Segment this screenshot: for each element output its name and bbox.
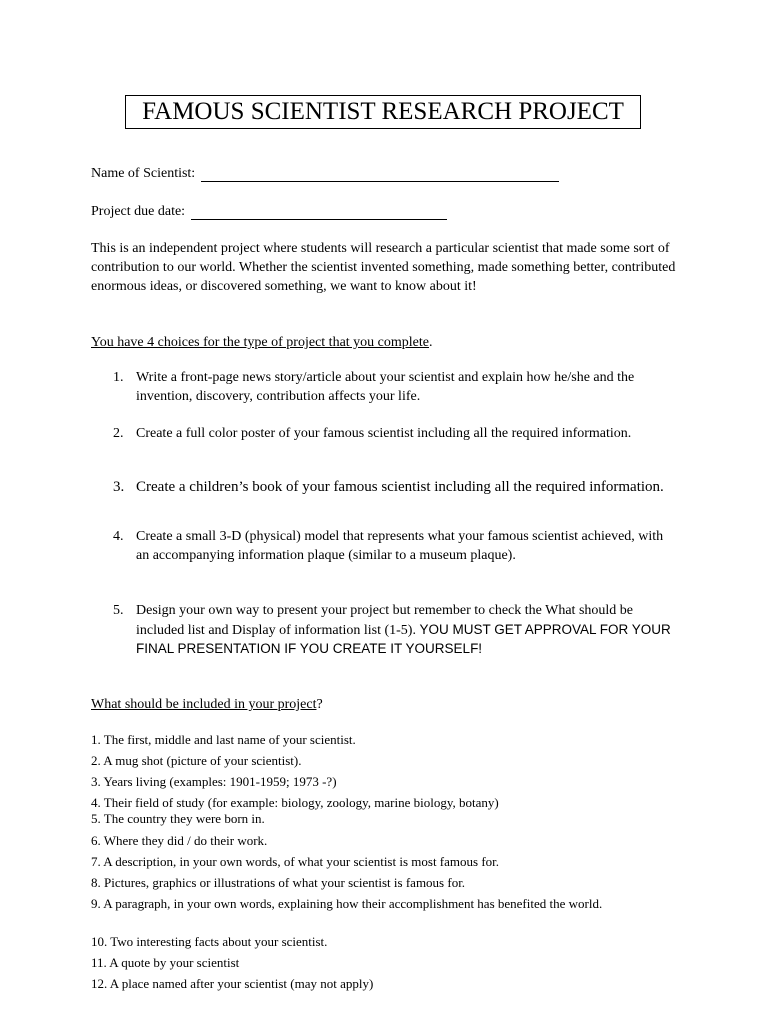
included-item: 11. A quote by your scientist — [91, 955, 240, 970]
due-date-label: Project due date: — [91, 204, 186, 219]
choice-text — [136, 602, 673, 660]
choice-text: Create a full color poster of your famous scientist including all the required information. — [136, 426, 632, 441]
intro-paragraph: This is an independent project where students will research a particular scientist that made some sort of contribution to our world. Whether the scientist invented something, made something better, contributed enormous ideas, or discovered something, we want to know about it! — [91, 241, 676, 294]
included-heading-text: What should be included in your project — [91, 697, 317, 712]
page-title: FAMOUS SCIENTIST RESEARCH PROJECT — [125, 95, 641, 129]
included-item: 3. Years living (examples: 1901-1959; 1973 -?) — [91, 774, 337, 789]
choice-item — [113, 602, 673, 660]
due-date-blank[interactable] — [191, 205, 447, 220]
choice-text: Create a small 3-D (physical) model that represents what your famous scientist achieved, with an accompanying information plaque (similar to a museum plaque). — [136, 529, 664, 563]
choices-heading-end: . — [428, 335, 433, 350]
choice-number: 4. — [113, 529, 124, 544]
included-item: 12. A place named after your scientist (may not apply) — [91, 976, 374, 991]
included-heading-end: ? — [316, 697, 323, 712]
included-item: 1. The first, middle and last name of your scientist. — [91, 732, 356, 747]
included-item: 8. Pictures, graphics or illustrations of what your scientist is famous for. — [91, 875, 466, 890]
scientist-name-field — [91, 166, 559, 182]
choice-item — [113, 425, 673, 444]
included-item: 6. Where they did / do their work. — [91, 833, 268, 848]
choice-text-body: Design your own way to present your project but remember to check the What should be included list and Display of information list (1-5). — [136, 603, 633, 638]
choice-item — [113, 528, 673, 565]
included-item: 4. Their field of study (for example: biology, zoology, marine biology, botany) — [91, 795, 499, 810]
choice-text: Write a front-page news story/article about your scientist and explain how he/she and the invention, discovery, contribution affects your life. — [136, 370, 635, 404]
scientist-name-blank[interactable] — [201, 167, 559, 182]
due-date-field — [91, 204, 447, 220]
choice-number: 5. — [113, 603, 124, 618]
included-item: 9. A paragraph, in your own words, explaining how their accomplishment has benefited the world. — [91, 896, 603, 911]
choice-number: 1. — [113, 370, 124, 385]
choice-item — [113, 478, 673, 497]
included-item: 10. Two interesting facts about your scientist. — [91, 934, 328, 949]
scientist-name-label: Name of Scientist: — [91, 166, 196, 181]
choice-item — [113, 369, 673, 406]
included-item: 7. A description, in your own words, of what your scientist is most famous for. — [91, 854, 500, 869]
choice-number: 3. — [113, 479, 125, 495]
choice-text: Create a children’s book of your famous scientist including all the required information. — [136, 479, 664, 495]
choices-heading-text: You have 4 choices for the type of project that you complete — [91, 335, 429, 350]
choice-number: 2. — [113, 426, 124, 441]
included-item: 5. The country they were born in. — [91, 811, 265, 826]
choices-heading — [91, 333, 681, 352]
included-item: 2. A mug shot (picture of your scientist). — [91, 753, 302, 768]
included-heading — [91, 695, 681, 714]
approval-warning: YOU MUST GET APPROVAL FOR YOUR FINAL PRESENTATION IF YOU CREATE IT YOURSELF! — [136, 621, 671, 656]
